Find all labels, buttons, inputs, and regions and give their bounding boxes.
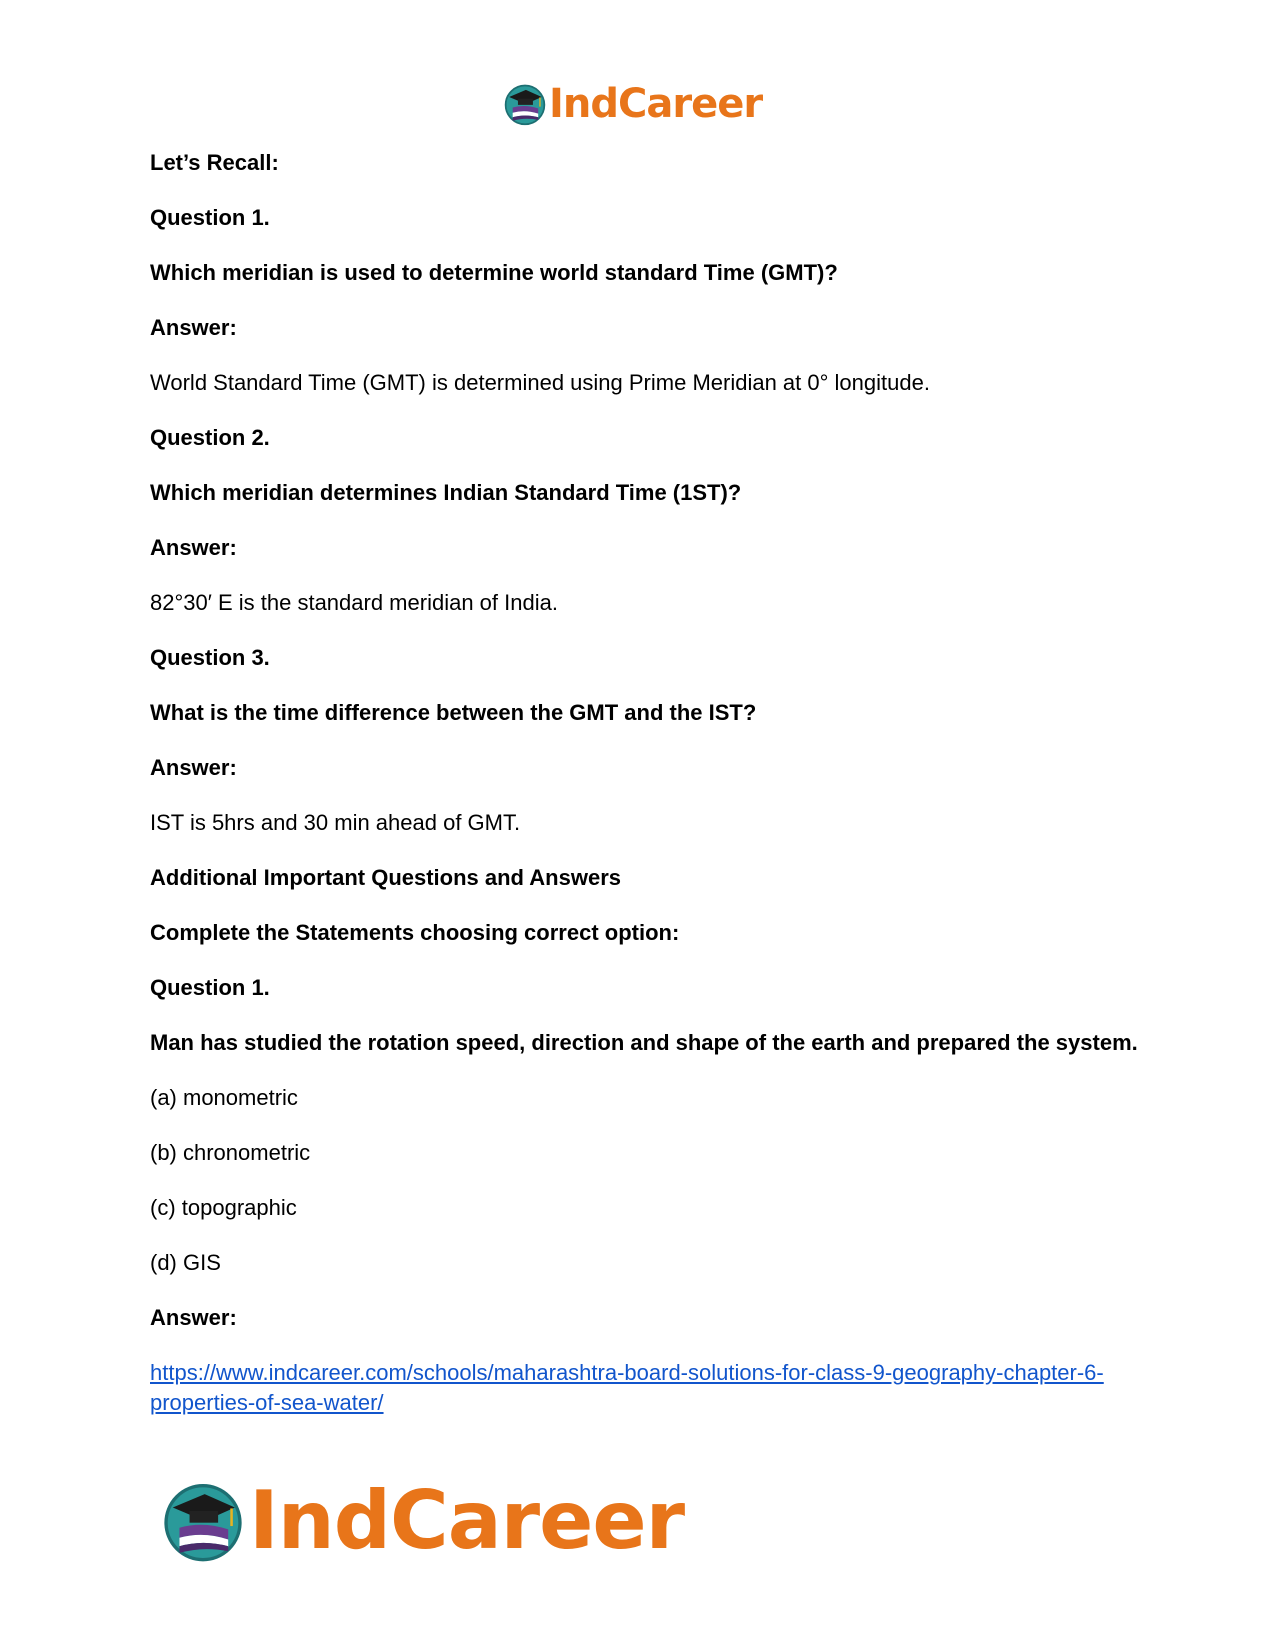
text-line: (a) monometric: [150, 1085, 298, 1110]
text-line: World Standard Time (GMT) is determined using Prime Meridian at 0° longitude.: [150, 370, 930, 395]
bold-text-line: Question 1.: [150, 205, 270, 230]
graduation-cap-book-icon: [161, 1479, 245, 1563]
graduation-cap-book-icon: [503, 82, 547, 126]
text-line: 82°30′ E is the standard meridian of India.: [150, 590, 558, 615]
text-line: (c) topographic: [150, 1195, 297, 1220]
bold-text-line: Answer:: [150, 535, 237, 560]
bold-text-line: Question 2.: [150, 425, 270, 450]
source-link[interactable]: https://www.indcareer.com/schools/maharashtra-board-solutions-for-class-9-geography-chapter-6-properties-of-sea-water/: [150, 1360, 1104, 1415]
text-line: (d) GIS: [150, 1250, 221, 1275]
document-content: [150, 148, 1140, 1418]
bold-text-line: Which meridian determines Indian Standard Time (1ST)?: [150, 480, 742, 505]
bold-text-line: Answer:: [150, 755, 237, 780]
bold-text-line: Additional Important Questions and Answers: [150, 865, 622, 890]
header-logo-text: IndCareer: [549, 81, 763, 127]
bold-text-line: Answer:: [150, 1305, 237, 1330]
bold-text-line: Which meridian is used to determine world standard Time (GMT)?: [150, 260, 838, 285]
footer-logo: [161, 1476, 684, 1566]
bold-text-line: Question 1.: [150, 975, 270, 1000]
text-line: IST is 5hrs and 30 min ahead of GMT.: [150, 810, 521, 835]
text-line: (b) chronometric: [150, 1140, 311, 1165]
header-logo: [503, 80, 762, 128]
bold-text-line: Answer:: [150, 315, 237, 340]
footer-logo-text: IndCareer: [249, 1474, 685, 1567]
bold-text-line: What is the time difference between the GMT and the IST?: [150, 700, 757, 725]
bold-text-line: Let’s Recall:: [150, 150, 279, 175]
bold-text-line: Man has studied the rotation speed, direction and shape of the earth and prepared the system.: [150, 1030, 1138, 1055]
bold-text-line: Complete the Statements choosing correct option:: [150, 920, 680, 945]
bold-text-line: Question 3.: [150, 645, 270, 670]
